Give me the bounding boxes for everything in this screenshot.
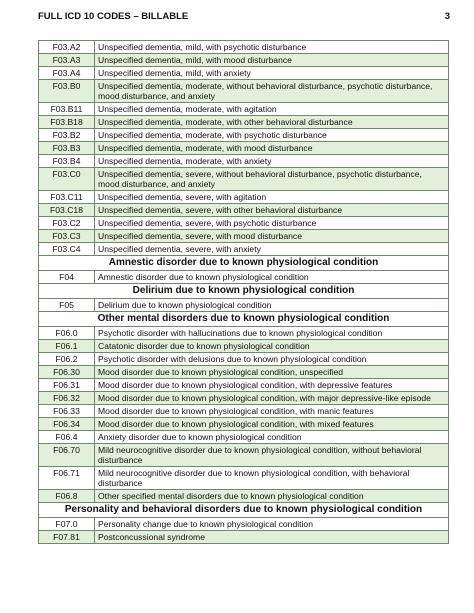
description-cell: Mild neurocognitive disorder due to known physiological condition, with behavioral disturbance	[95, 467, 449, 489]
icd-code-cell: F07.81	[39, 531, 95, 543]
description-cell: Unspecified dementia, severe, without behavioral disturbance, psychotic disturbance, mood disturbance, and anxiety	[95, 168, 449, 190]
table-row	[39, 531, 449, 544]
icd-code-cell: F03.C4	[39, 243, 95, 255]
description-cell: Unspecified dementia, moderate, with anxiety	[95, 155, 449, 167]
icd-code-cell: F03.C2	[39, 217, 95, 229]
table-row	[39, 168, 449, 191]
description-cell: Postconcussional syndrome	[95, 531, 449, 543]
description-cell: Unspecified dementia, mild, with mood disturbance	[95, 54, 449, 66]
icd-code-cell: F03.B11	[39, 103, 95, 115]
table-row	[39, 467, 449, 490]
icd-code-cell: F03.C3	[39, 230, 95, 242]
icd-code-cell: F06.2	[39, 353, 95, 365]
icd-code-cell: F06.71	[39, 467, 95, 489]
section-title: Other mental disorders due to known physiological condition	[39, 312, 449, 326]
table-row	[39, 327, 449, 340]
description-cell: Unspecified dementia, moderate, without behavioral disturbance, psychotic disturbance, mood disturbance, and anxiety	[95, 80, 449, 102]
icd-code-cell: F03.A2	[39, 41, 95, 53]
section-title: Personality and behavioral disorders due to known physiological condition	[39, 503, 449, 517]
section-title: Amnestic disorder due to known physiological condition	[39, 256, 449, 270]
icd-code-cell: F06.8	[39, 490, 95, 502]
table-row	[39, 271, 449, 284]
description-cell: Unspecified dementia, moderate, with agitation	[95, 103, 449, 115]
table-row	[39, 392, 449, 405]
icd-code-cell: F05	[39, 299, 95, 311]
icd-codes-table	[38, 40, 449, 544]
description-cell: Personality change due to known physiological condition	[95, 518, 449, 530]
table-row	[39, 103, 449, 116]
description-cell: Unspecified dementia, moderate, with mood disturbance	[95, 142, 449, 154]
table-row	[39, 54, 449, 67]
document-title: FULL ICD 10 CODES – BILLABLE	[38, 11, 189, 22]
description-cell: Mood disorder due to known physiological condition, with mixed features	[95, 418, 449, 430]
icd-code-cell: F06.33	[39, 405, 95, 417]
icd-code-cell: F06.4	[39, 431, 95, 443]
section-header-row	[39, 312, 449, 327]
description-cell: Delirium due to known physiological condition	[95, 299, 449, 311]
description-cell: Mood disorder due to known physiological condition, with manic features	[95, 405, 449, 417]
table-row	[39, 340, 449, 353]
description-cell: Unspecified dementia, mild, with psychotic disturbance	[95, 41, 449, 53]
table-row	[39, 490, 449, 503]
section-title: Delirium due to known physiological condition	[39, 284, 449, 298]
icd-code-cell: F04	[39, 271, 95, 283]
section-header-row	[39, 284, 449, 299]
description-cell: Unspecified dementia, severe, with agitation	[95, 191, 449, 203]
section-header-row	[39, 503, 449, 518]
icd-code-cell: F03.B3	[39, 142, 95, 154]
table-row	[39, 431, 449, 444]
description-cell: Unspecified dementia, moderate, with psychotic disturbance	[95, 129, 449, 141]
description-cell: Psychotic disorder with delusions due to known physiological condition	[95, 353, 449, 365]
description-cell: Unspecified dementia, moderate, with other behavioral disturbance	[95, 116, 449, 128]
table-row	[39, 129, 449, 142]
table-row	[39, 155, 449, 168]
icd-code-cell: F06.34	[39, 418, 95, 430]
table-row	[39, 405, 449, 418]
table-row	[39, 204, 449, 217]
icd-code-cell: F06.70	[39, 444, 95, 466]
description-cell: Amnestic disorder due to known physiological condition	[95, 271, 449, 283]
description-cell: Mood disorder due to known physiological condition, with major depressive-like episode	[95, 392, 449, 404]
description-cell: Psychotic disorder with hallucinations due to known physiological condition	[95, 327, 449, 339]
table-row	[39, 243, 449, 256]
description-cell: Unspecified dementia, severe, with anxiety	[95, 243, 449, 255]
table-row	[39, 518, 449, 531]
table-row	[39, 366, 449, 379]
table-row	[39, 444, 449, 467]
table-row	[39, 230, 449, 243]
table-row	[39, 353, 449, 366]
page-header	[38, 11, 450, 25]
icd-code-cell: F03.B2	[39, 129, 95, 141]
icd-code-cell: F03.C11	[39, 191, 95, 203]
icd-code-cell: F03.C18	[39, 204, 95, 216]
table-row	[39, 191, 449, 204]
icd-code-cell: F06.31	[39, 379, 95, 391]
table-row	[39, 418, 449, 431]
description-cell: Mild neurocognitive disorder due to known physiological condition, without behavioral disturbance	[95, 444, 449, 466]
icd-code-cell: F03.A3	[39, 54, 95, 66]
description-cell: Mood disorder due to known physiological condition, unspecified	[95, 366, 449, 378]
description-cell: Mood disorder due to known physiological condition, with depressive features	[95, 379, 449, 391]
icd-code-cell: F03.C0	[39, 168, 95, 190]
page-number: 3	[444, 11, 450, 22]
table-row	[39, 67, 449, 80]
table-row	[39, 299, 449, 312]
description-cell: Catatonic disorder due to known physiological condition	[95, 340, 449, 352]
table-row	[39, 217, 449, 230]
icd-code-cell: F06.1	[39, 340, 95, 352]
description-cell: Unspecified dementia, severe, with other behavioral disturbance	[95, 204, 449, 216]
icd-code-cell: F03.B18	[39, 116, 95, 128]
description-cell: Anxiety disorder due to known physiological condition	[95, 431, 449, 443]
icd-code-cell: F03.B0	[39, 80, 95, 102]
table-row	[39, 80, 449, 103]
description-cell: Unspecified dementia, severe, with psychotic disturbance	[95, 217, 449, 229]
icd-code-cell: F06.32	[39, 392, 95, 404]
description-cell: Unspecified dementia, severe, with mood disturbance	[95, 230, 449, 242]
table-row	[39, 142, 449, 155]
description-cell: Unspecified dementia, mild, with anxiety	[95, 67, 449, 79]
table-row	[39, 379, 449, 392]
section-header-row	[39, 256, 449, 271]
icd-code-cell: F06.30	[39, 366, 95, 378]
description-cell: Other specified mental disorders due to known physiological condition	[95, 490, 449, 502]
icd-code-cell: F03.A4	[39, 67, 95, 79]
icd-code-cell: F03.B4	[39, 155, 95, 167]
table-row	[39, 41, 449, 54]
icd-code-cell: F07.0	[39, 518, 95, 530]
icd-code-cell: F06.0	[39, 327, 95, 339]
table-row	[39, 116, 449, 129]
